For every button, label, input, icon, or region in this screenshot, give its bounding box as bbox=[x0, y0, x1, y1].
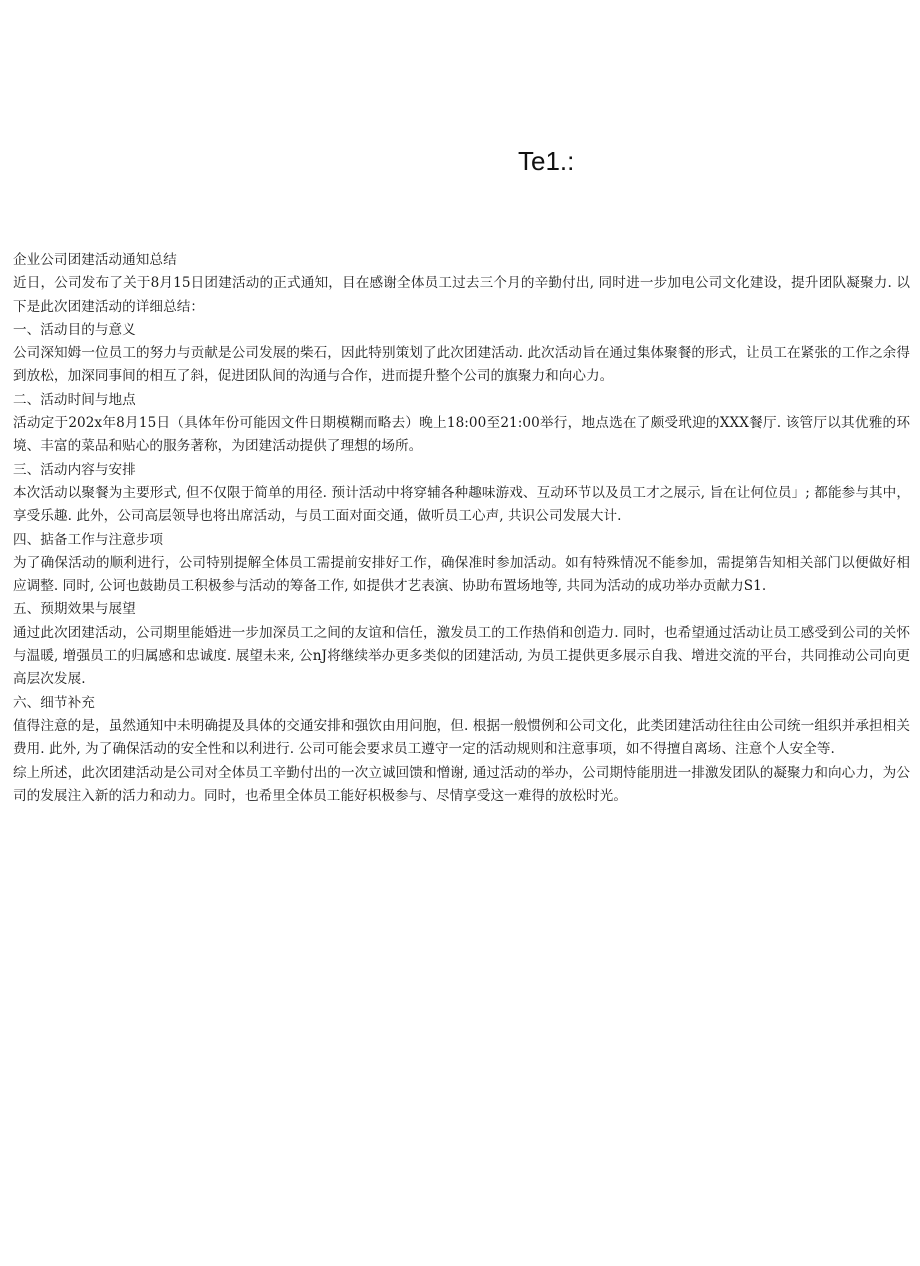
section-body-2: 活动定于202x年8月15日（具体年份可能因文件日期模糊而略去）晚上18:00至21:00举行，地点选在了颇受玳迎的XXX餐厅. 该管厅以其优雅的环境、丰富的菜品和贴心的服务著称，为团建活动提供了理想的场所。 bbox=[13, 415, 910, 455]
document-title: 企业公司团建活动通知总结 bbox=[13, 252, 177, 268]
header-title: Te1.: bbox=[518, 146, 575, 176]
section-heading-2: 二、活动时间与地点 bbox=[13, 391, 136, 408]
section-heading-5: 五、预期效果与展望 bbox=[13, 601, 136, 618]
section-heading-6: 六、细节补充 bbox=[13, 694, 95, 711]
intro-paragraph: 近日，公司发布了关于8月15日团建活动的正式通知，目在感谢全体员工过去三个月的辛勤付出, 同时进一步加电公司文化建设，提升团队凝聚力. 以下是此次团建活动的详细总结： bbox=[13, 275, 910, 315]
section-body-1: 公司深知姆一位员工的努力与贡献是公司发展的柴石，因此特别策划了此次团建活动. 此次活动旨在通过集体聚餐的形式，让员工在紧张的工作之余得到放松，加深同事间的相互了斜，促进团队间的沟通与合作，进而提升整个公司的旗聚力和向心力。 bbox=[13, 345, 910, 385]
document-body bbox=[13, 249, 910, 808]
section-body-6: 值得注意的是，虽然通知中未明确提及具体的交通安排和强饮由用问胞，但. 根据一般惯例和公司文化，此类团建活动往往由公司统一组织并承担相关费用. 此外, 为了确保活动的安全性和以利进行. 公司可能会要求员工遵守一定的活动规则和注意事项，如不得擅自离场、注意个人安全等. bbox=[13, 717, 910, 758]
section-heading-1: 一、活动目的与意义 bbox=[13, 321, 136, 338]
section-heading-3: 三、活动内容与安排 bbox=[13, 461, 136, 478]
conclusion-paragraph: 综上所述，此次团建活动是公司对全体员工辛勤付出的一次立诚回馈和憎谢, 通过活动的举办，公司期恃能朋进一排激发团队的凝聚力和向心力，为公司的发展注入新的活力和动力。同时，也希里全体员工能好枳极参与、尽情享受这一难得的放松时光。 bbox=[13, 764, 910, 804]
section-heading-4: 四、掂备工作与注意步项 bbox=[13, 531, 164, 548]
section-body-5: 通过此次团建活动，公司期里能婚进一步加深员工之间的友谊和信任，激发员工的工作热俏和创造力. 同时，也希望通过活动让员工感受到公司的关怀与温暖, 增强员工的归属感和忠诚度. 展望未来, 公nJ将继续举办更多类似的团建活动, 为员工提供更多展示自我、增进交流的平台，共同推动公司向更高层次发展. bbox=[13, 624, 910, 688]
section-body-3: 本次活动以聚餐为主要形式, 但不仅限于简单的用径. 预计活动中将穿辅各种趣味游戏、互动环节以及员工才之展示, 旨在让何位员」; 都能参与其中，享受乐趣. 此外，公司高层领导也将出席活动，与员工面对面交通，做听员工心声, 共识公司发展大计. bbox=[13, 484, 910, 525]
section-body-4: 为了确保活动的顺利进行，公司特别提解全体员工需提前安排好工作，确保准时参加活动。如有特殊情况不能参加，需提第告知相关部门以便做好相应调整. 同时, 公诃也鼓勘员工积极参与活动的筹备工作, 如提供才艺表演、协助布置场地等, 共同为活动的成功举办贡献力S1. bbox=[13, 554, 910, 595]
